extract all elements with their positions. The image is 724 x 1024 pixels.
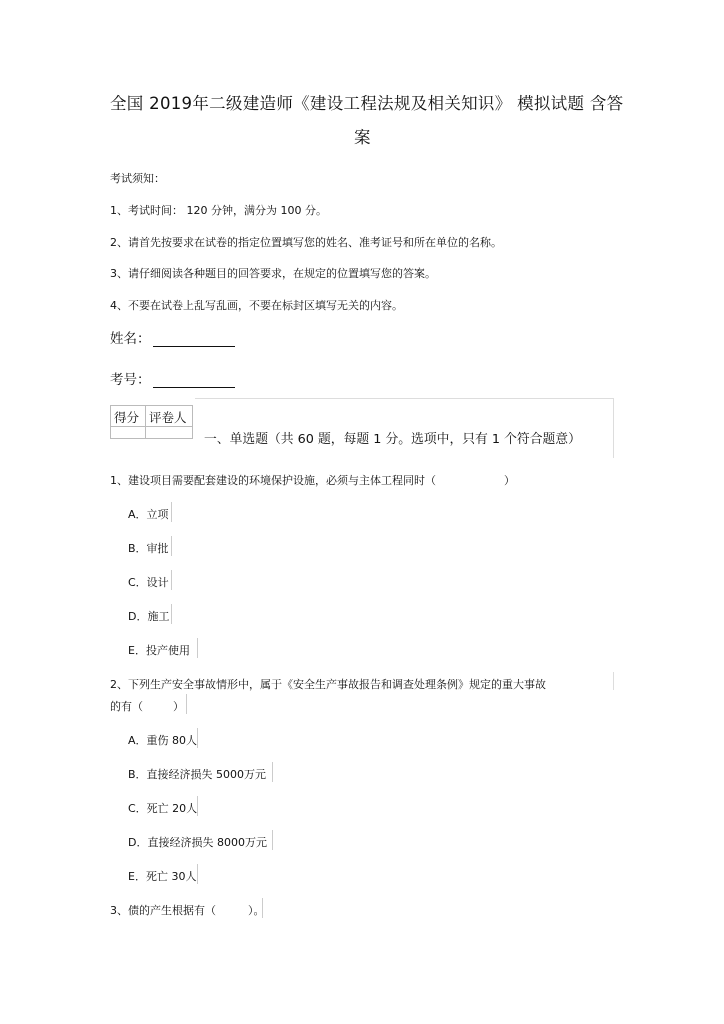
notice-item: 1、考试时间： 120 分钟，满分为 100 分。	[110, 204, 327, 217]
name-blank-line[interactable]	[153, 333, 235, 347]
option-item[interactable]: B．审批	[128, 542, 169, 555]
option-item[interactable]: C．设计	[128, 576, 169, 589]
notice-item: 3、请仔细阅读各种题目的回答要求，在规定的位置填写您的答案。	[110, 267, 436, 280]
section-frame-top	[195, 398, 613, 399]
question-stem: 2、下列生产安全事故情形中，属于《安全生产事故报告和调查处理条例》规定的重大事故	[110, 678, 546, 691]
question-stem-continued: 的有（ ）	[110, 700, 184, 713]
option-item[interactable]: A．立项	[128, 508, 169, 521]
page-title-continued: 案	[354, 128, 371, 147]
option-item[interactable]: D．施工	[128, 610, 170, 623]
option-item[interactable]: C．死亡 20人	[128, 802, 198, 815]
notice-heading: 考试须知：	[110, 172, 165, 185]
score-label: 得分	[114, 410, 140, 425]
name-field[interactable]	[110, 327, 235, 347]
id-field[interactable]	[110, 368, 235, 388]
notice-item: 4、不要在试卷上乱写乱画，不要在标封区填写无关的内容。	[110, 299, 403, 312]
option-item[interactable]: D．直接经济损失 8000万元	[128, 836, 267, 849]
name-label: 姓名：	[110, 331, 151, 347]
option-item[interactable]: B．直接经济损失 5000万元	[128, 768, 267, 781]
option-item[interactable]: A．重伤 80人	[128, 734, 198, 747]
score-box	[110, 405, 193, 439]
notice-item: 2、请首先按要求在试卷的指定位置填写您的姓名、准考证号和所在单位的名称。	[110, 236, 502, 249]
option-item[interactable]: E．死亡 30人	[128, 870, 197, 883]
question-stem: 1、建设项目需要配套建设的环境保护设施，必须与主体工程同时（ ）	[110, 474, 515, 487]
section-heading: 一、单选题（共 60 题，每题 1 分。选项中，只有 1 个符合题意）	[204, 432, 581, 447]
question-stem: 3、债的产生根据有（ ）。	[110, 904, 265, 917]
page-title: 全国 2019年二级建造师《建设工程法规及相关知识》 模拟试题 含答	[110, 94, 624, 113]
id-label: 考号：	[110, 372, 151, 388]
id-blank-line[interactable]	[153, 374, 235, 388]
option-item[interactable]: E．投产使用	[128, 644, 190, 657]
grader-label: 评卷人	[149, 410, 187, 425]
section-frame-right	[613, 398, 614, 458]
